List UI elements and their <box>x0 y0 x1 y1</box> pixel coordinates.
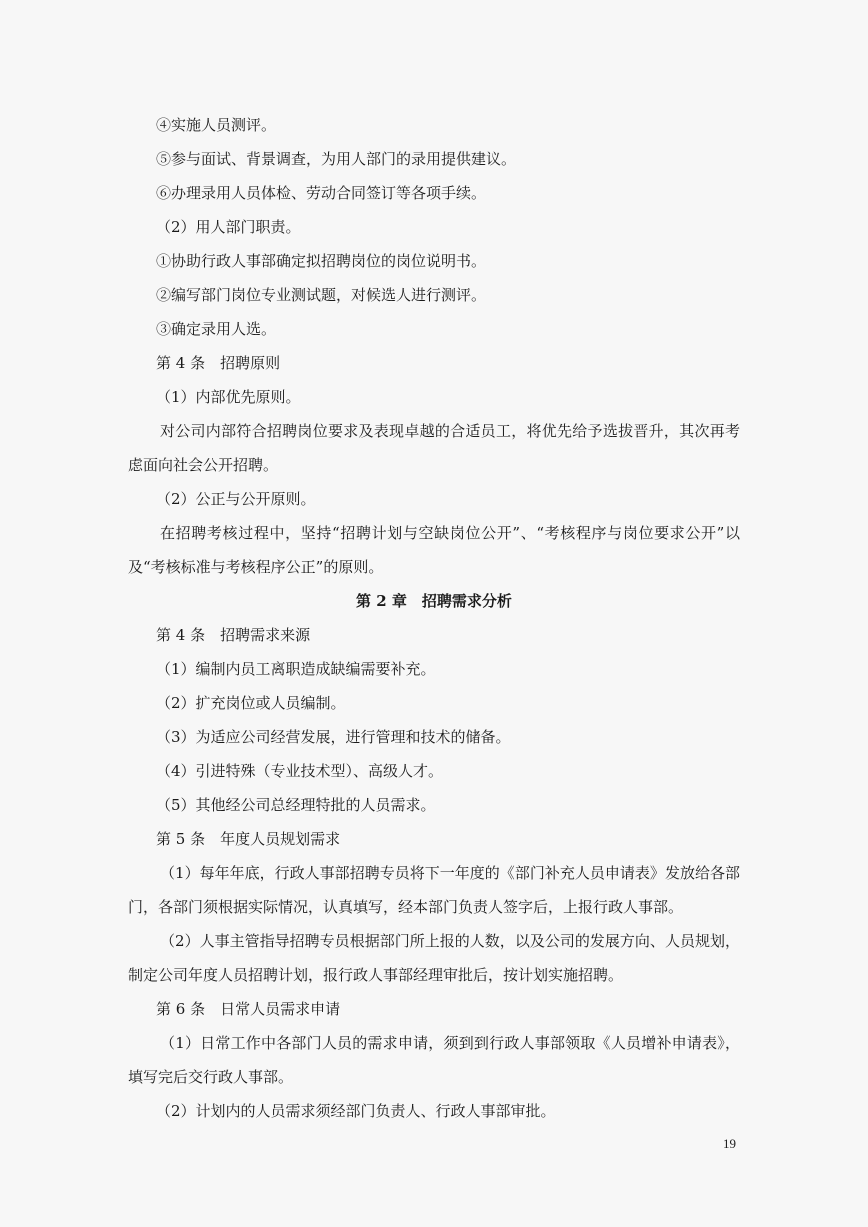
paragraph: 对公司内部符合招聘岗位要求及表现卓越的合适员工，将优先给予选拔晋升，其次再考虑面向社会公开招聘。 <box>128 422 740 474</box>
list-item: ③确定录用人选。 <box>156 320 277 338</box>
paragraph: 在招聘考核过程中，坚持“招聘计划与空缺岗位公开”、“考核程序与岗位要求公开”以及“考核标准与考核程序公正”的原则。 <box>128 524 740 576</box>
list-item: ④实施人员测评。 <box>156 116 277 134</box>
list-item: ②编写部门岗位专业测试题，对候选人进行测评。 <box>156 286 487 304</box>
list-item: （1）编制内员工离职造成缺编需要补充。 <box>156 660 436 678</box>
list-item: （2）用人部门职责。 <box>156 218 301 236</box>
list-item: （3）为适应公司经营发展，进行管理和技术的储备。 <box>156 728 511 746</box>
article-heading: 第 5 条 年度人员规划需求 <box>156 830 341 848</box>
article-heading: 第 4 条 招聘原则 <box>156 354 281 372</box>
article-heading: 第 6 条 日常人员需求申请 <box>156 1000 341 1018</box>
paragraph: （2）人事主管指导招聘专员根据部门所上报的人数，以及公司的发展方向、人员规划，制定公司年度人员招聘计划，报行政人事部经理审批后，按计划实施招聘。 <box>128 932 740 984</box>
chapter-heading: 第 2 章 招聘需求分析 <box>356 592 512 610</box>
page-content <box>128 108 740 1128</box>
page-number: 19 <box>723 1136 736 1151</box>
article-heading: 第 4 条 招聘需求来源 <box>156 626 311 644</box>
list-item: ⑥办理录用人员体检、劳动合同签订等各项手续。 <box>156 184 487 202</box>
list-item: （1）内部优先原则。 <box>156 388 301 406</box>
list-item: （2）公正与公开原则。 <box>156 490 316 508</box>
list-item: （5）其他经公司总经理特批的人员需求。 <box>156 796 436 814</box>
list-item: ①协助行政人事部确定拟招聘岗位的岗位说明书。 <box>156 252 487 270</box>
list-item: ⑤参与面试、背景调查，为用人部门的录用提供建议。 <box>156 150 517 168</box>
list-item: （2）扩充岗位或人员编制。 <box>156 694 346 712</box>
paragraph: （1）日常工作中各部门人员的需求申请，须到到行政人事部领取《人员增补申请表》，填写完后交行政人事部。 <box>128 1034 740 1086</box>
list-item: （2）计划内的人员需求须经部门负责人、行政人事部审批。 <box>156 1102 556 1120</box>
list-item: （4）引进特殊（专业技术型）、高级人才。 <box>156 762 444 780</box>
paragraph: （1）每年年底，行政人事部招聘专员将下一年度的《部门补充人员申请表》发放给各部门，各部门须根据实际情况，认真填写，经本部门负责人签字后，上报行政人事部。 <box>128 864 740 916</box>
